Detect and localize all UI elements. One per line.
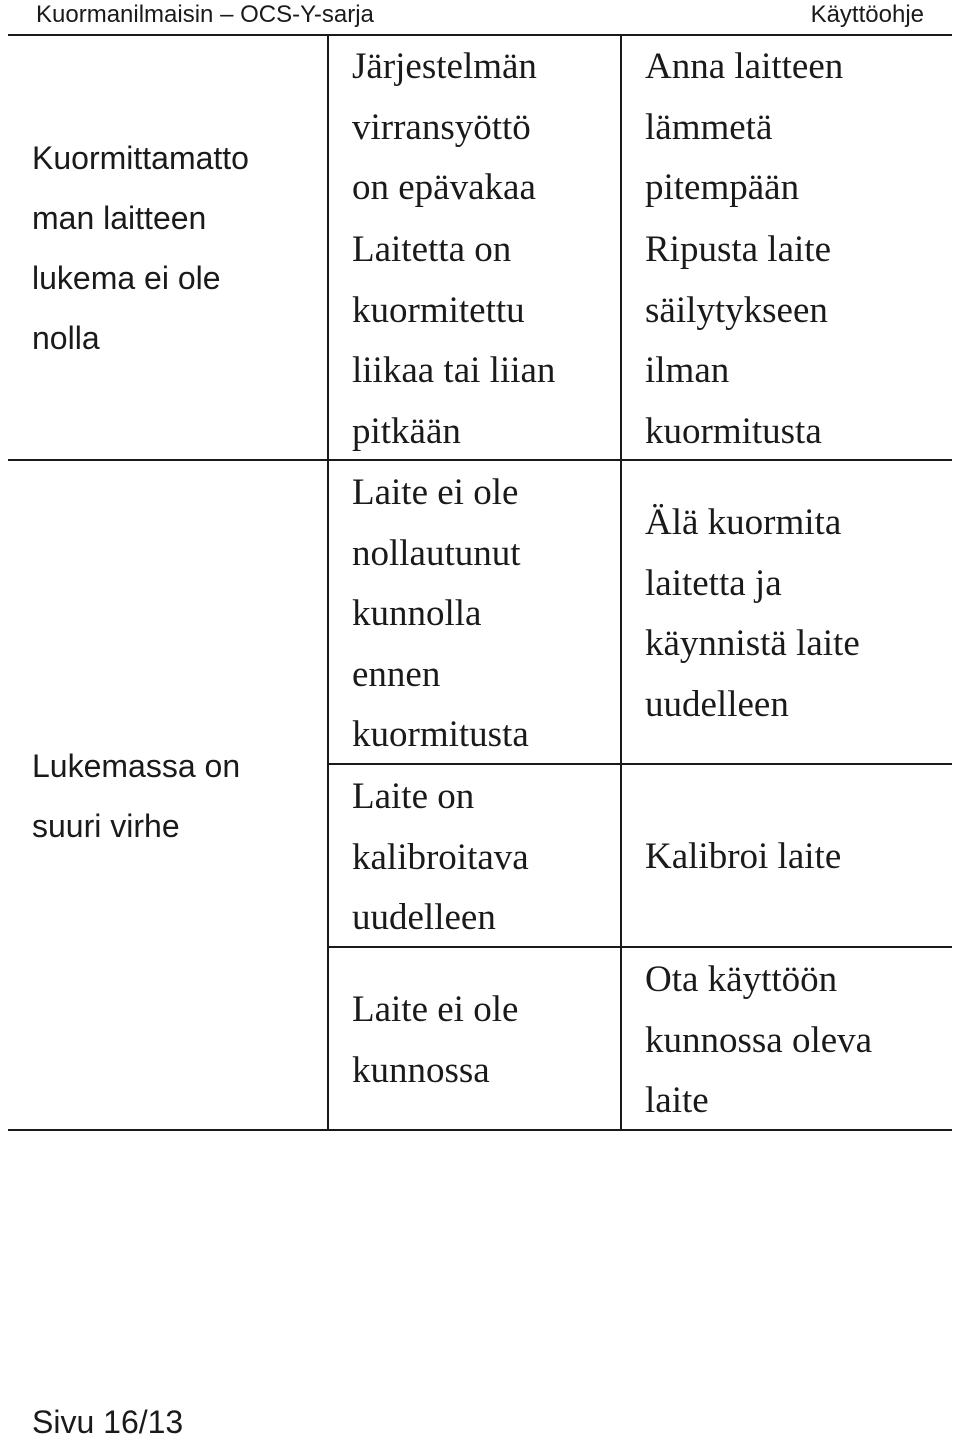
text-line: Laite ei ole	[352, 472, 519, 513]
remedy-cell	[645, 827, 950, 888]
header-title: Kuormanilmaisin – OCS-Y-sarja	[36, 1, 374, 28]
text-line: laitetta ja	[645, 562, 782, 604]
text-line: käynnistä laite	[645, 623, 860, 664]
text-line: lämmetä	[645, 106, 773, 148]
text-line: säilytykseen	[645, 289, 828, 331]
text-line: Ota käyttöön	[645, 959, 838, 1000]
header-document-type: Käyttöohje	[810, 1, 924, 28]
text-line: man laitteen	[32, 200, 207, 236]
cause-cell	[352, 980, 614, 1101]
cause-cell	[352, 37, 614, 219]
text-line: laite	[645, 1080, 709, 1121]
remedy-cell	[645, 220, 950, 462]
text-line: kunnossa oleva	[645, 1019, 873, 1061]
text-line: uudelleen	[645, 683, 789, 725]
text-line: kuormitettu	[352, 289, 525, 331]
symptom-cell	[32, 128, 317, 368]
text-line: Laite on	[352, 776, 475, 817]
page-number: Sivu 16/13	[32, 1404, 184, 1440]
text-line: kalibroitava	[352, 836, 529, 878]
text-line: liikaa tai liian	[352, 350, 556, 391]
text-line: Laite ei ole	[352, 989, 519, 1030]
column-divider-1	[327, 35, 329, 1131]
text-line: suuri virhe	[32, 808, 180, 844]
text-line: ilman	[645, 350, 730, 391]
text-line: uudelleen	[352, 897, 496, 938]
remedy-cell	[645, 37, 950, 219]
text-line: Järjestelmän	[352, 46, 537, 87]
text-line: nollautunut	[352, 532, 521, 574]
cause-cell	[352, 220, 614, 462]
text-line: Älä kuormita	[645, 502, 842, 543]
cause-cell	[352, 463, 614, 766]
remedy-cell	[645, 950, 950, 1132]
remedy-cell	[645, 493, 950, 735]
text-line: Laitetta on	[352, 229, 512, 270]
symptom-cell	[32, 736, 317, 856]
text-line: Anna laitteen	[645, 46, 844, 87]
text-line: on epävakaa	[352, 167, 536, 208]
cause-cell	[352, 767, 614, 949]
text-line: kunnossa	[352, 1049, 490, 1091]
column-divider-2	[620, 35, 622, 1131]
text-line: lukema ei ole	[32, 260, 221, 296]
text-line: pitempään	[645, 167, 800, 208]
text-line: kuormitusta	[645, 410, 822, 452]
text-line: ennen	[352, 653, 441, 695]
text-line: Lukemassa on	[32, 748, 241, 784]
text-line: Kuormittamatto	[32, 140, 249, 176]
text-line: virransyöttö	[352, 106, 531, 148]
text-line: nolla	[32, 320, 100, 356]
text-line: kunnolla	[352, 593, 482, 634]
text-line: Ripusta laite	[645, 229, 831, 270]
text-line: pitkään	[352, 410, 461, 452]
text-line: Kalibroi laite	[645, 836, 842, 877]
page-header	[8, 0, 952, 36]
text-line: kuormitusta	[352, 714, 529, 755]
